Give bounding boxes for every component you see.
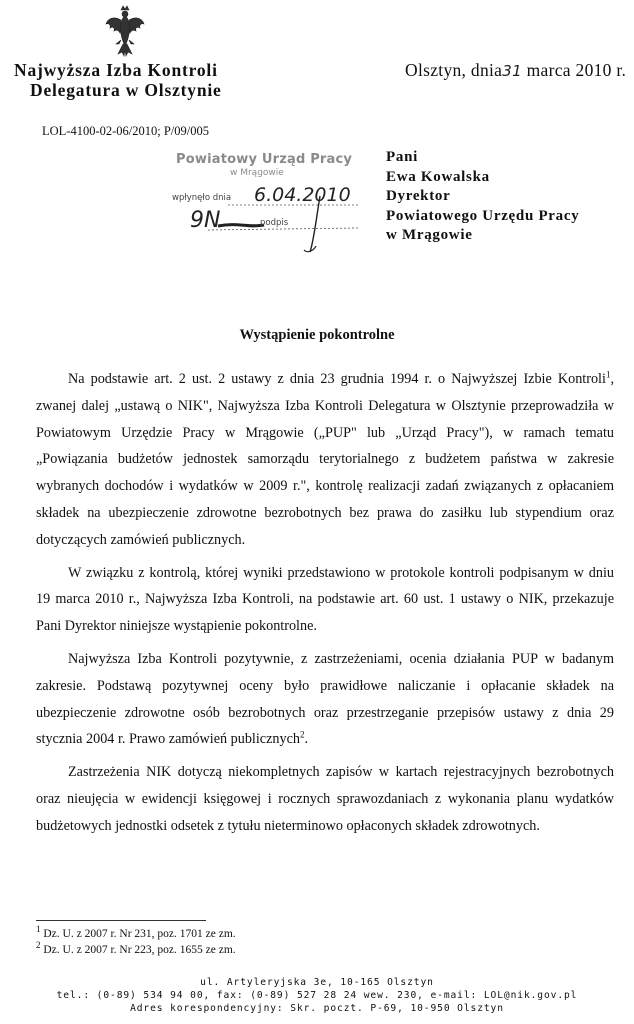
footnote-ref: 1 <box>605 369 611 380</box>
organization-branch: Delegatura w Olsztynie <box>30 80 222 100</box>
footnote-mark: 2 <box>36 940 41 951</box>
paragraph-text: Najwyższa Izba Kontroli pozytywnie, z zastrzeżeniami, ocenia działania PUP w badanym zakresie. Podstawą pozytywnej oceny było prawidłowe naliczanie i opłacanie składek na ubezpieczenie zdrowotne osób bezrobotnych oraz przestrzeganie przepisów ustawy z dnia 29 stycznia 2004 r. Prawo zamówień publicznych <box>36 650 614 748</box>
paragraph-text: Zastrzeżenia NIK dotyczą niekompletnych zapisów w kartach rejestracyjnych bezrobotnych oraz nieujęcia w ewidencji księgowej i rocznych sprawozdaniach z wykonania planu wydatków budżetowych jednostki odsetek z tytułu nieterminowo opłaconych składek zdrowotnych. <box>36 764 614 834</box>
document-body <box>36 366 614 846</box>
stamp-handwritten-mark: 9N <box>190 208 221 233</box>
recipient-name: Ewa Kowalska <box>386 168 490 185</box>
footnote-text: Dz. U. z 2007 r. Nr 231, poz. 1701 ze zm. <box>40 928 236 940</box>
recipient-position: Dyrektor <box>386 188 451 204</box>
footnotes <box>36 926 236 958</box>
paragraph <box>36 366 614 554</box>
stamp-received-date: 6.04.2010 <box>254 184 351 206</box>
reference-number: LOL-4100-02-06/2010; P/09/005 <box>42 124 210 138</box>
document-title: Wystąpienie pokontrolne <box>239 327 395 343</box>
stamp-office-name: Powiatowy Urząd Pracy <box>176 152 353 167</box>
footer-contact: tel.: (0-89) 534 94 00, fax: (0-89) 527 28 24 wew. 230, e-mail: LOL@nik.gov.pl <box>56 990 578 1001</box>
paragraph-text: . <box>304 731 309 748</box>
stamp-received-label: wpłynęło dnia <box>172 193 232 203</box>
paragraph <box>36 560 614 640</box>
paragraph <box>36 646 614 753</box>
footnote <box>36 926 236 942</box>
footnote-ref: 2 <box>299 729 305 740</box>
footnote-divider <box>36 920 206 921</box>
footer-address: ul. Artyleryjska 3e, 10-165 Olsztyn <box>200 977 434 988</box>
footer-mailing-address: Adres korespondencyjny: Skr. poczt. P-69, 10-950 Olsztyn <box>130 1003 504 1014</box>
paragraph-text: W związku z kontrolą, której wyniki przedstawiono w protokole kontroli podpisanym w dniu 19 marca 2010 r., Najwyższa Izba Kontroli, na podstawie art. 60 ust. 1 ustawy o NIK, przekazuje Pani Dyrektor niniejsze wystąpienie pokontrolne. <box>36 564 614 635</box>
date-day-handwritten: 31 <box>502 62 522 80</box>
stamp-office-town: w Mrągowie <box>230 168 284 178</box>
recipient-institution: Powiatowego Urzędu Pracy <box>386 207 580 224</box>
footnote-mark: 1 <box>36 924 41 935</box>
paragraph <box>36 759 614 839</box>
paragraph-text: Na podstawie art. 2 ust. 2 ustawy z dnia 23 grudnia 1994 r. o Najwyższej Izbie Kontroli <box>68 371 606 387</box>
recipient-salutation: Pani <box>386 149 418 165</box>
footnote <box>36 942 236 958</box>
page-footer <box>0 976 634 1015</box>
date-prefix: Olsztyn, dnia <box>405 60 503 80</box>
stamp-signature-label: podpis <box>260 218 289 228</box>
eagle-emblem-icon <box>104 4 146 58</box>
date-suffix: marca 2010 r. <box>521 60 627 80</box>
received-stamp <box>168 150 380 258</box>
footnote-text: Dz. U. z 2007 r. Nr 223, poz. 1655 ze zm. <box>40 944 236 956</box>
recipient-address <box>386 148 579 246</box>
place-and-date <box>405 60 626 81</box>
paragraph-text: , zwanej dalej „ustawą o NIK", Najwyższa Izba Kontroli Delegatura w Olsztynie przeprowadziła w Powiatowym Urzędzie Pracy w Mrągowie („PUP" lub „Urząd Pracy"), w ramach tematu „Powiązania budżetów jednostek samorządu terytorialnego z budżetem państwa w zakresie wybranych dochodów i wydatków w 2009 r.", kontrolę realizacji zadań związanych z opłacaniem składek na ubezpieczenie zdrowotne bezrobotnych bez prawa do zasiłku lub stypendium oraz dotyczących zamówień publicznych. <box>36 371 614 548</box>
recipient-town: w Mrągowie <box>386 227 473 243</box>
organization-name: Najwyższa Izba Kontroli <box>14 60 218 80</box>
